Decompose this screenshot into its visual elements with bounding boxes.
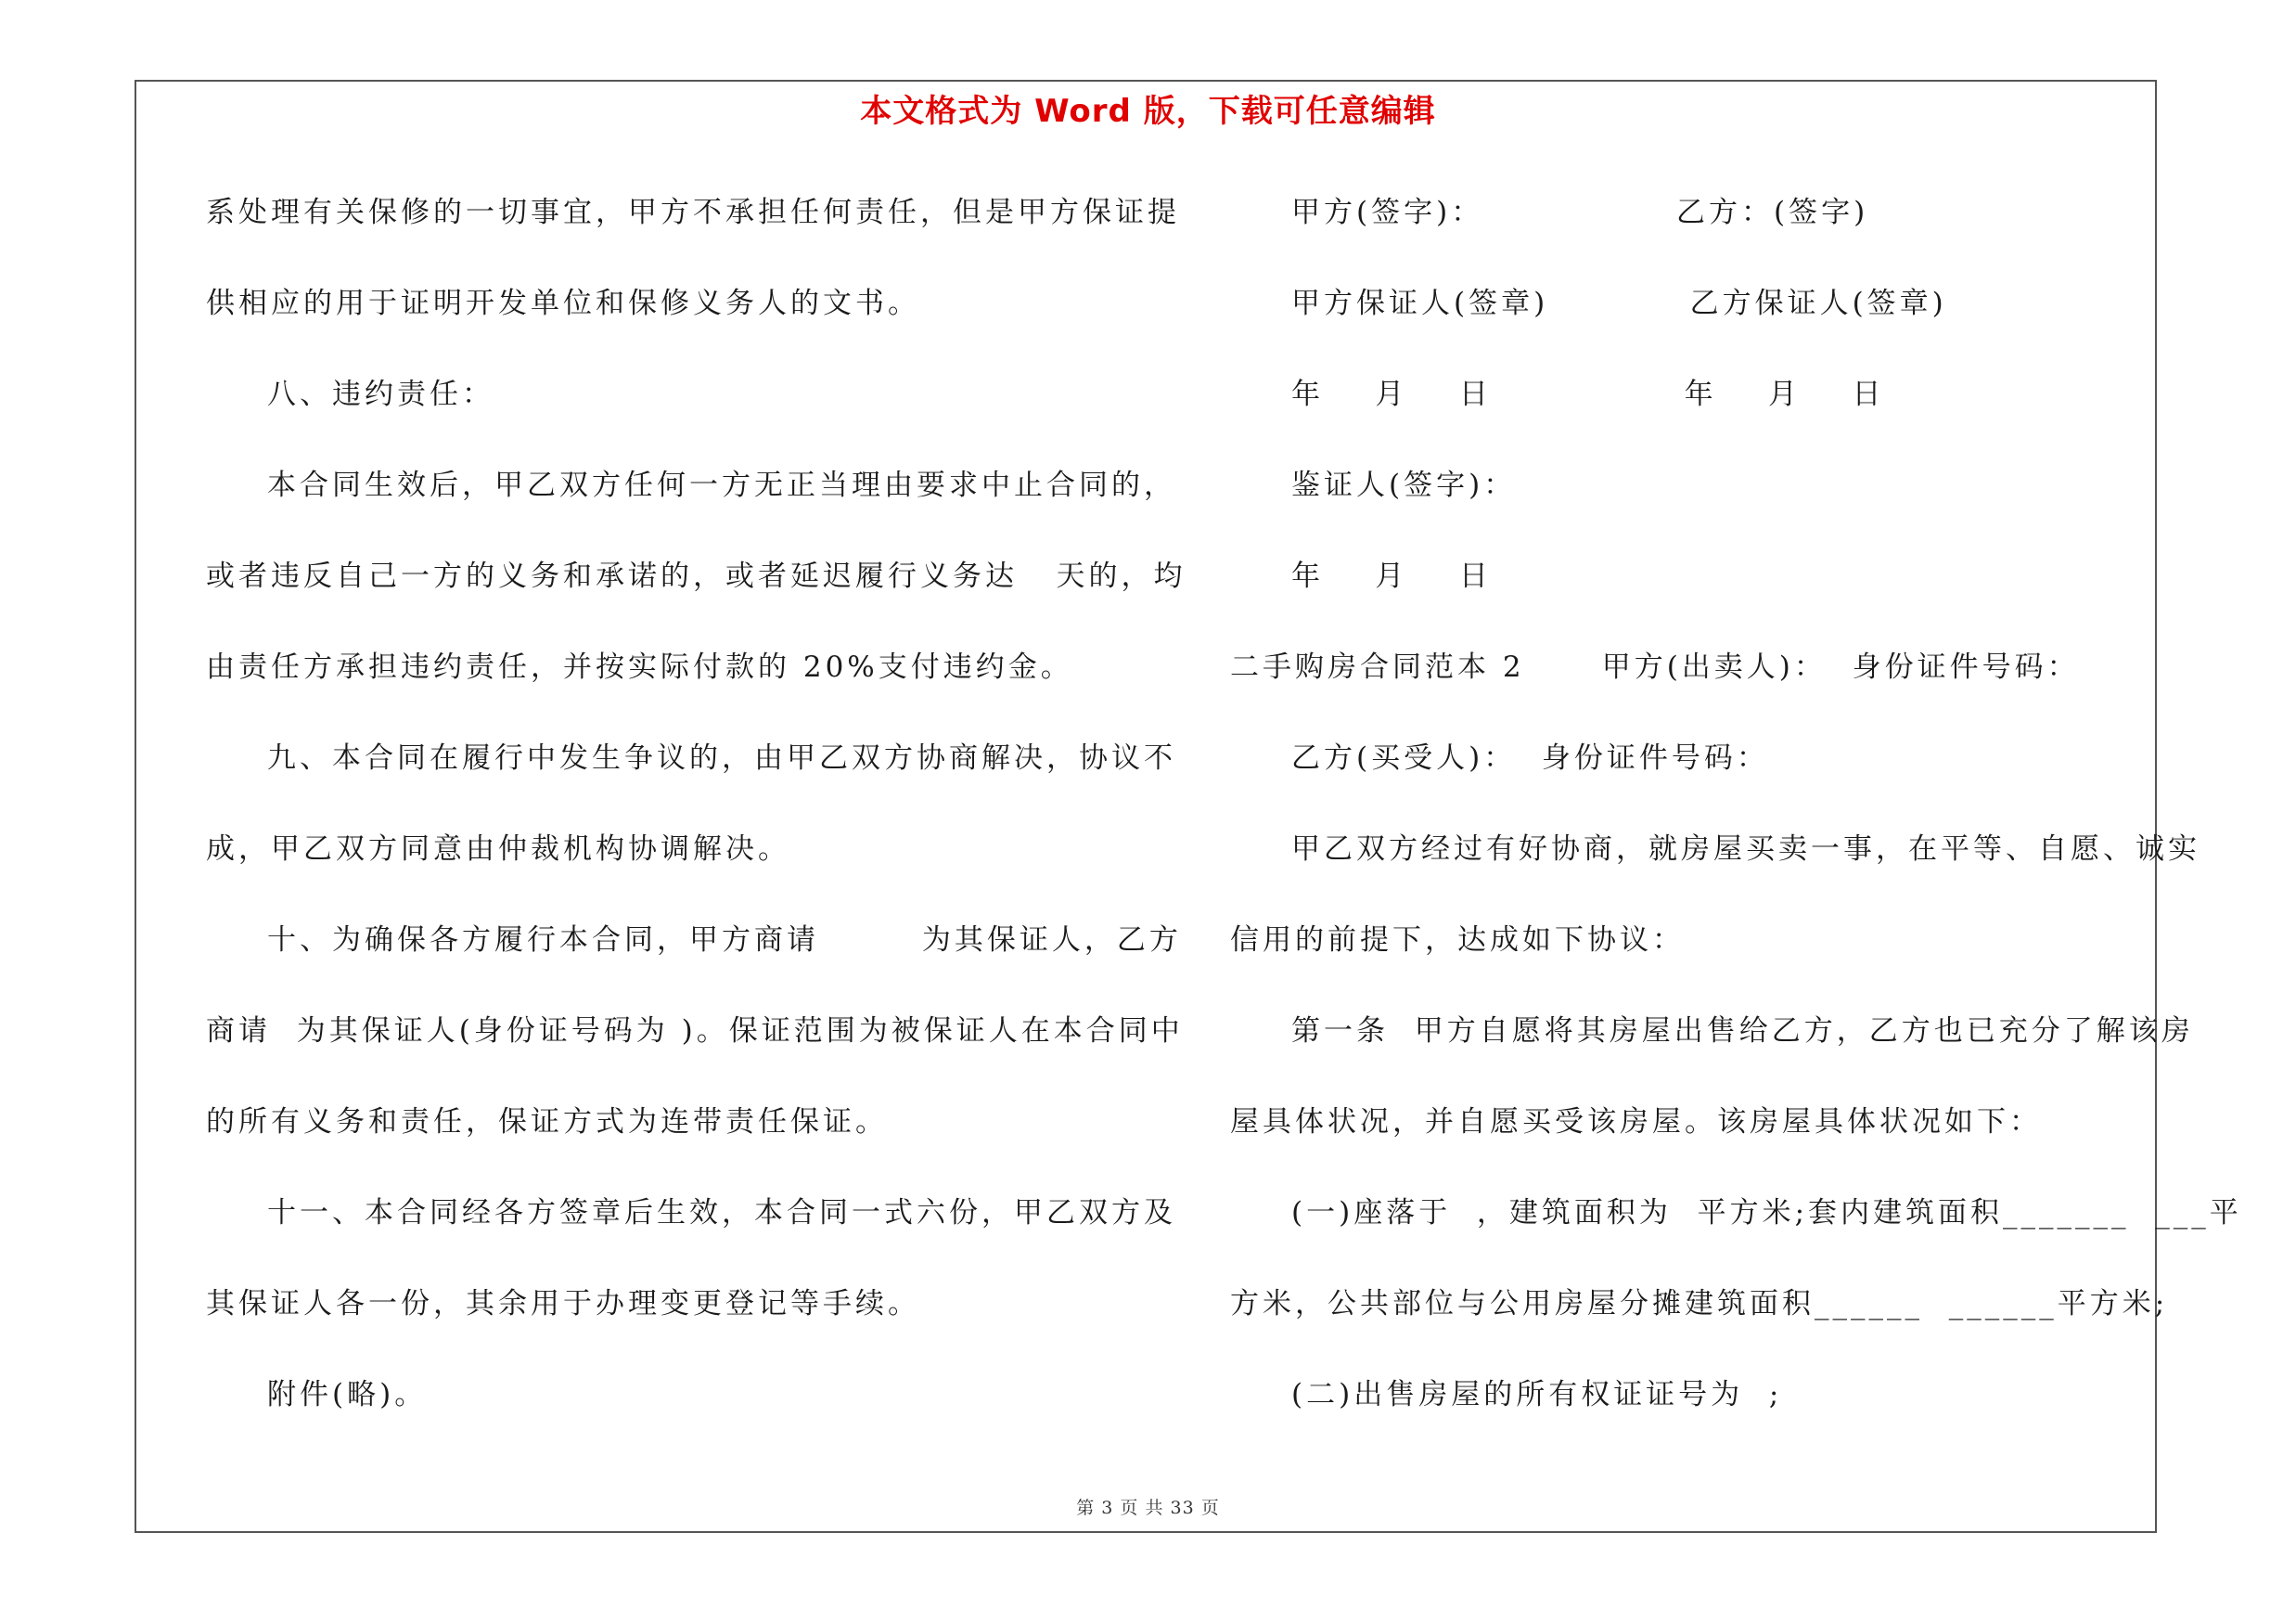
text-line: 乙方(买受人)： 身份证件号码：	[1291, 741, 1769, 775]
text-line: 本合同生效后，甲乙双方任何一方无正当理由要求中止合同的，	[267, 469, 1176, 502]
text-line: 商请 为其保证人(身份证号码为 )。保证范围为被保证人在本合同中	[206, 1014, 1184, 1048]
text-line: 其保证人各一份，其余用于办理变更登记等手续。	[206, 1287, 920, 1320]
text-line: 年 月 日 年 月 日	[1291, 378, 1885, 411]
document-header-title: 本文格式为 Word 版，下载可任意编辑	[860, 93, 1436, 130]
text-line: 方米，公共部位与公用房屋分摊建筑面积______ ______平方米;	[1230, 1287, 2169, 1320]
text-line: 附件(略)。	[267, 1378, 428, 1411]
text-line: 第一条 甲方自愿将其房屋出售给乙方，乙方也已充分了解该房	[1291, 1014, 2194, 1048]
text-line: 二手购房合同范本 2 甲方(出卖人)： 身份证件号码：	[1230, 650, 2080, 684]
text-line: 由责任方承担违约责任，并按实际付款的 20%支付违约金。	[206, 650, 1073, 684]
text-line: 甲方保证人(签章) 乙方保证人(签章)	[1291, 287, 1947, 320]
text-line: 甲乙双方经过有好协商，就房屋买卖一事，在平等、自愿、诚实	[1291, 832, 2200, 866]
text-line: (一)座落于 ，建筑面积为 平方米;套内建筑面积_______ ___平	[1291, 1196, 2242, 1230]
text-line: 供相应的用于证明开发单位和保修义务人的文书。	[206, 287, 920, 320]
text-line: 九、本合同在履行中发生争议的，由甲乙双方协商解决，协议不	[267, 741, 1176, 775]
text-line: (二)出售房屋的所有权证证号为 ;	[1291, 1378, 1783, 1411]
text-line: 系处理有关保修的一切事宜，甲方不承担任何责任，但是甲方保证提	[206, 196, 1180, 229]
text-line: 年 月 日	[1291, 560, 1492, 593]
text-line: 的所有义务和责任，保证方式为连带责任保证。	[206, 1105, 888, 1139]
text-line: 八、违约责任：	[267, 378, 494, 411]
page-number-footer: 第 3 页 共 33 页	[1076, 1498, 1220, 1518]
left-column	[206, 186, 1186, 1459]
text-line: 鉴证人(签字)：	[1291, 469, 1517, 502]
text-line: 或者违反自己一方的义务和承诺的，或者延迟履行义务达 天的，均	[206, 560, 1186, 593]
text-line: 十一、本合同经各方签章后生效，本合同一式六份，甲乙双方及	[267, 1196, 1176, 1230]
text-line: 成，甲乙双方同意由仲裁机构协调解决。	[206, 832, 790, 866]
text-line: 信用的前提下，达成如下协议：	[1230, 923, 1685, 957]
text-line: 甲方(签字)： 乙方：(签字)	[1291, 196, 1869, 229]
text-line: 十、为确保各方履行本合同，甲方商请 为其保证人，乙方	[267, 923, 1182, 957]
text-line: 屋具体状况，并自愿买受该房屋。该房屋具体状况如下：	[1230, 1105, 2042, 1139]
right-column	[1230, 186, 2242, 1459]
